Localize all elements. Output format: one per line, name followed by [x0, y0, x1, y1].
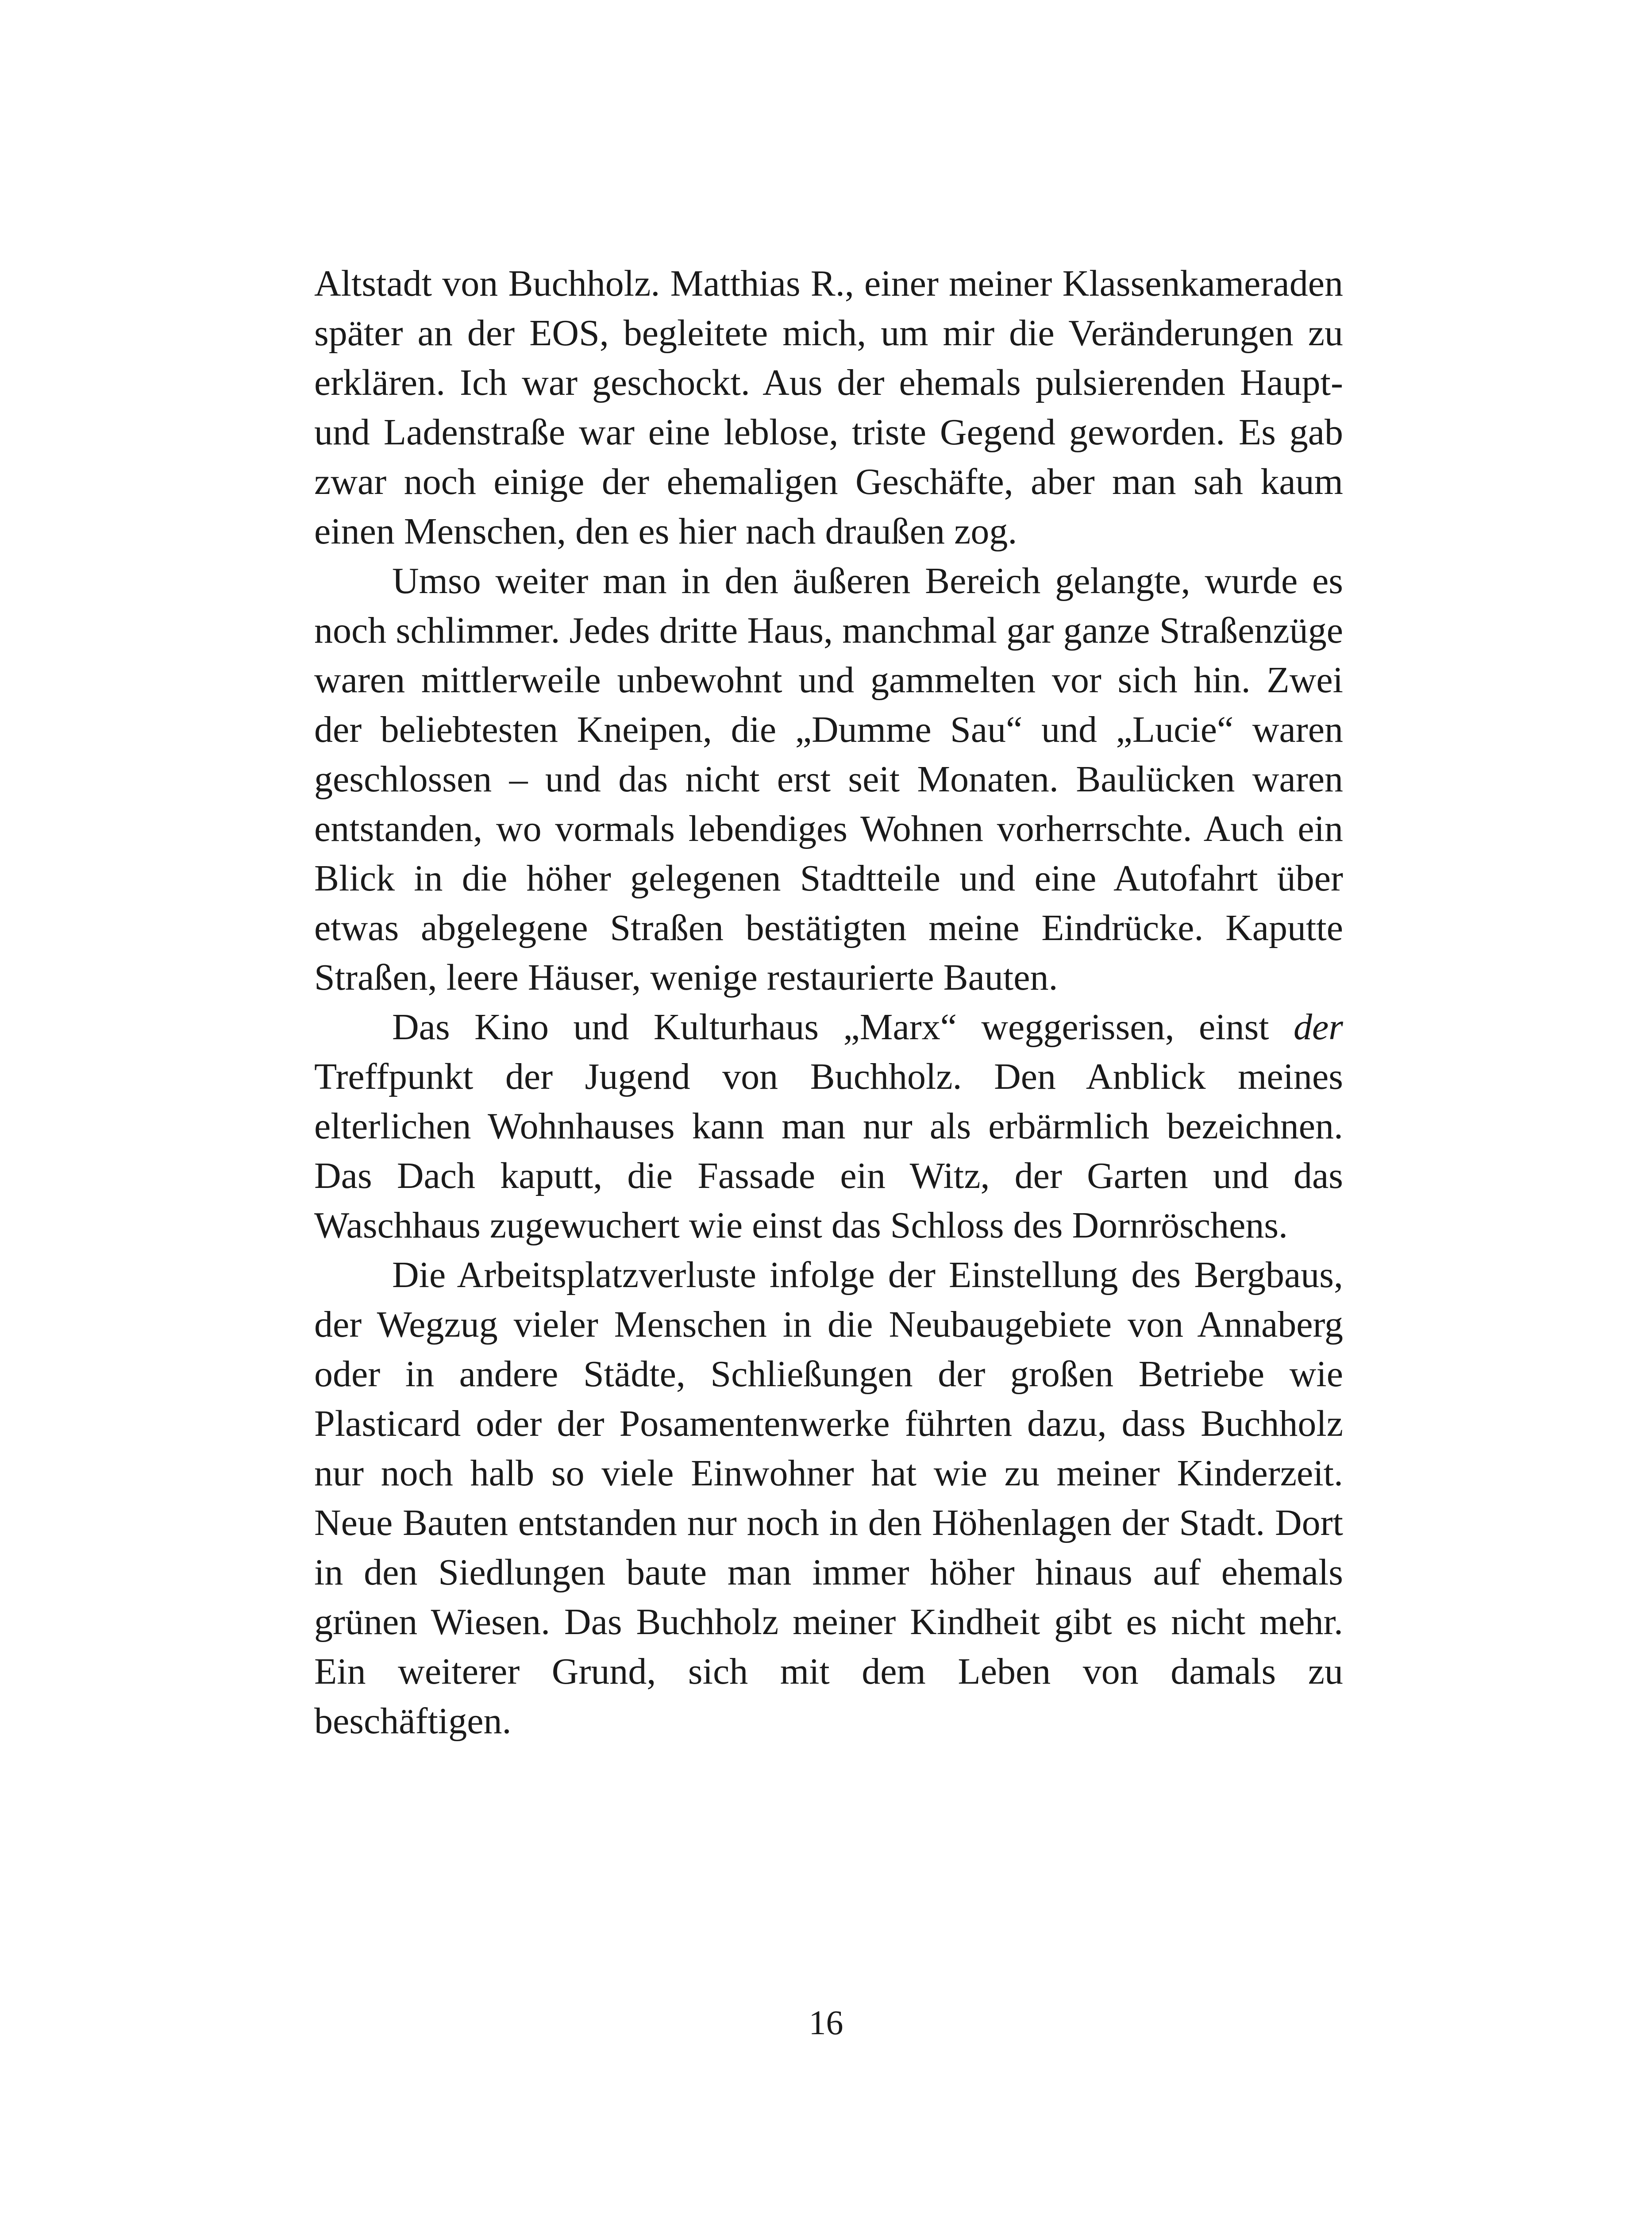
paragraph-3-text-b: Treffpunkt der Jugend von Buchholz. Den Anblick meines elterlichen Wohnhauses kann man nur als erbärmlich bezeichnen. Das Dach kaputt, die Fassade ein Witz, der Garten und das Waschhaus zugewuchert wie einst das Schloss des Dornröschens. — [314, 1056, 1343, 1246]
paragraph-3-italic-der: der — [1294, 1006, 1343, 1048]
paragraph-1-text: Altstadt von Buchholz. Matthias R., einer meiner Klassenkameraden später an der EOS, begleitete mich, um mir die Veränderungen zu erklären. Ich war geschockt. Aus der ehemals pulsierenden Haupt- und Ladenstraße war eine leblose, triste Gegend geworden. Es gab zwar noch einige der ehemaligen Geschäfte, aber man sah kaum einen Menschen, den es hier nach draußen zog. — [314, 263, 1343, 552]
page-number-text: 16 — [809, 2003, 843, 2042]
paragraph-2-text: Umso weiter man in den äußeren Bereich gelangte, wurde es noch schlimmer. Jedes dritte Haus, manchmal gar ganze Straßenzüge waren mittlerweile unbewohnt und gammelten vor sich hin. Zwei der beliebtesten Kneipen, die „Dumme Sau“ und „Lucie“ waren geschlossen – und das nicht erst seit Monaten. Baulücken waren entstanden, wo vormals lebendiges Wohnen vorherrschte. Auch ein Blick in die höher gelegenen Stadtteile und eine Autofahrt über etwas abgelegene Straßen bestätigten meine Eindrücke. Kaputte Straßen, leere Häuser, wenige restaurierte Bauten. — [314, 560, 1343, 998]
paragraph-2 — [314, 556, 1343, 1002]
paragraph-3-text-a: Das Kino und Kulturhaus „Marx“ weggerissen, einst — [392, 1006, 1294, 1048]
body-text — [314, 259, 1343, 1746]
paragraph-3 — [314, 1002, 1343, 1250]
paragraph-4 — [314, 1250, 1343, 1746]
paragraph-1 — [314, 259, 1343, 556]
paragraph-4-text: Die Arbeitsplatzverluste infolge der Einstellung des Bergbaus, der Wegzug vieler Menschen in die Neubaugebiete von Annaberg oder in andere Städte, Schließungen der großen Betriebe wie Plasticard oder der Posamentenwerke führten dazu, dass Buchholz nur noch halb so viele Einwohner hat wie zu meiner Kinderzeit. Neue Bauten entstanden nur noch in den Höhenlagen der Stadt. Dort in den Siedlungen baute man immer höher hinaus auf ehemals grünen Wiesen. Das Buchholz meiner Kindheit gibt es nicht mehr. Ein weiterer Grund, sich mit dem Leben von damals zu beschäftigen. — [314, 1254, 1343, 1742]
page-number — [0, 2001, 1652, 2045]
